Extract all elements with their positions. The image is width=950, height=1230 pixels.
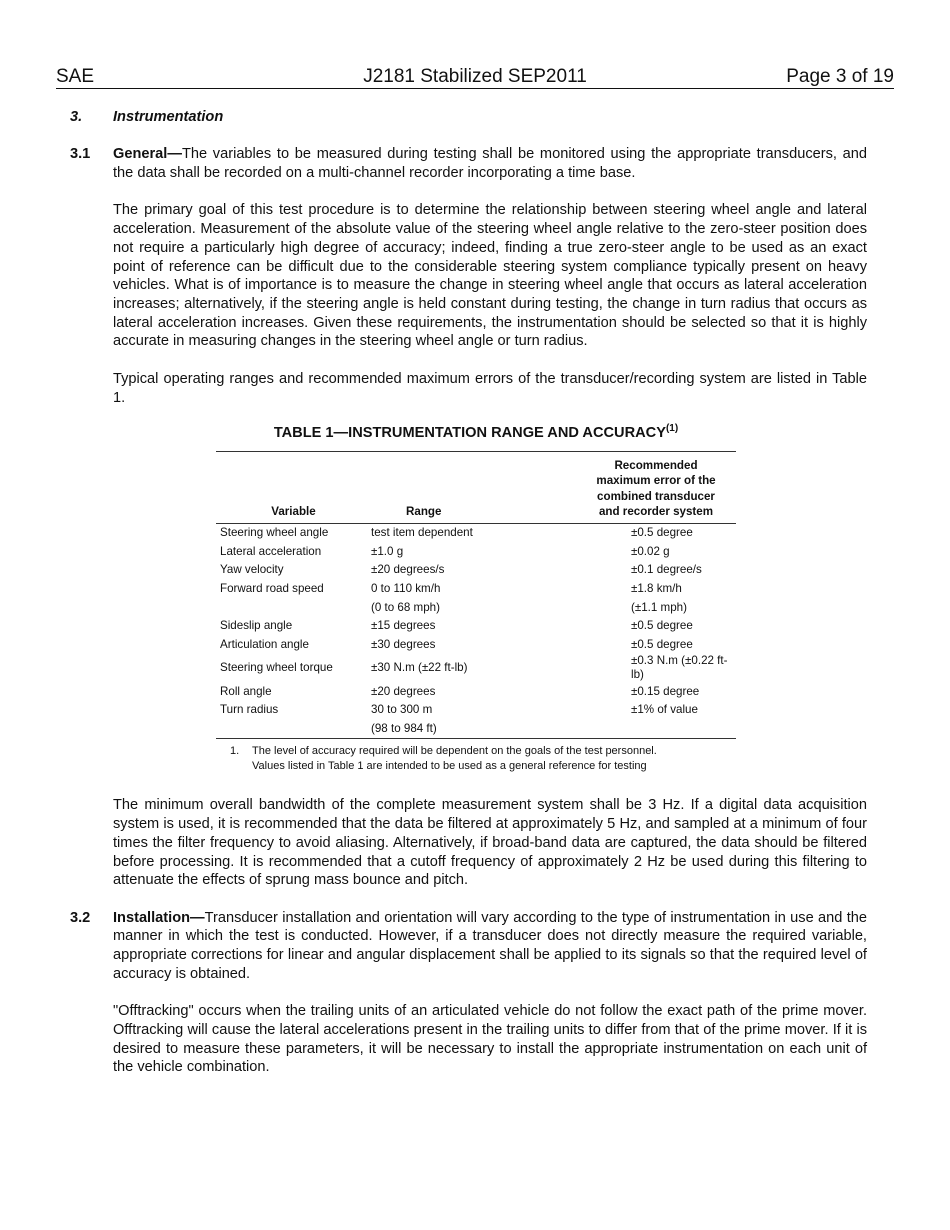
cell-variable: Steering wheel torque bbox=[220, 661, 333, 675]
cell-error: ±1% of value bbox=[631, 703, 698, 717]
table-row bbox=[216, 580, 736, 599]
paragraph-general bbox=[56, 145, 867, 182]
paragraph-operating-ranges: Typical operating ranges and recommended maximum errors of the transducer/recording system are listed in Table 1. bbox=[113, 370, 867, 406]
cell-range: 0 to 110 km/h bbox=[371, 582, 441, 595]
column-header-error: Recommended maximum error of the combined transducer and recorder system bbox=[576, 451, 736, 523]
cell-error: ±1.8 km/h bbox=[631, 582, 682, 595]
cell-range: ±1.0 g bbox=[371, 544, 404, 558]
cell-variable: Articulation angle bbox=[220, 638, 309, 652]
instrumentation-table bbox=[216, 451, 736, 740]
cell-error: ±0.1 degree/s bbox=[631, 563, 702, 577]
cell-variable: Lateral acceleration bbox=[220, 544, 322, 558]
table-row bbox=[216, 523, 736, 542]
cell-error: ±0.3 N.m (±0.22 ft-lb) bbox=[631, 654, 728, 682]
paragraph-bandwidth: The minimum overall bandwidth of the complete measurement system shall be 3 Hz. If a digital data acquisition system is used, it is recommended that the data be filtered at approximately 5 Hz, and sampled at a minimum of four times the filter frequency to avoid aliasing. Alternatively, if broad-band data are captured, the data should be filtered before processing. It is recommended that a cutoff frequency of approximately 2 Hz be used during this filtering to attenuate the effects of sprung mass bounce and pitch. bbox=[113, 797, 867, 889]
column-header-variable: Variable bbox=[216, 451, 371, 523]
cell-range: (98 to 984 ft) bbox=[371, 720, 576, 739]
table-row bbox=[216, 617, 736, 636]
page-body bbox=[56, 108, 867, 1096]
cell-variable: Forward road speed bbox=[220, 582, 324, 595]
table-row bbox=[216, 654, 736, 682]
section-title: Instrumentation bbox=[113, 109, 224, 125]
subsection-heading-general: General— bbox=[113, 146, 182, 163]
footnote-number: 1. bbox=[230, 745, 240, 758]
section-number: 3. bbox=[70, 109, 83, 125]
paragraph-text: The variables to be measured during testing shall be monitored using the appropriate transducers, and the data shall be recorded on a multi-channel recorder incorporating a time base. bbox=[113, 146, 867, 182]
table-header-row bbox=[216, 451, 736, 523]
header-org: SAE bbox=[56, 66, 95, 87]
table-title-text: TABLE 1—INSTRUMENTATION RANGE AND ACCURACY bbox=[273, 424, 666, 441]
paragraph-primary-goal: The primary goal of this test procedure is to determine the relationship between steering wheel angle and lateral acceleration. Measurement of the absolute value of the steering wheel angle relative to the zero-steer position does not require a particularly high degree of accuracy; indeed, finding a true zero-steer angle to be used as an exact point of reference can be difficult due to the considerable steering system compliance typically present on heavy vehicles. What is of importance is to measure the change in steering wheel angle that occurs as lateral acceleration increases; alternatively, if the steering angle is held constant during testing, the change in turn radius that occurs as lateral acceleration increases. Given these requirements, the instrumentation should be selected so that it is highly accurate in measuring changes in the steering wheel angle or turn radius. bbox=[113, 202, 867, 350]
header-doc-id: J2181 Stabilized SEP2011 bbox=[363, 66, 587, 87]
paragraph-installation bbox=[56, 909, 867, 984]
cell-error: ±0.5 degree bbox=[631, 525, 693, 539]
paragraph-offtracking: "Offtracking" occurs when the trailing units of an articulated vehicle do not follow the exact path of the prime mover. Offtracking will cause the lateral accelerations present in the trailing units to differ from that of the prime mover. If it is desired to measure these parameters, it will be necessary to install the appropriate instrumentation on each unit of the vehicle combination. bbox=[113, 1003, 867, 1076]
cell-range: ±15 degrees bbox=[371, 619, 436, 633]
cell-variable bbox=[216, 598, 371, 617]
cell-variable: Turn radius bbox=[220, 703, 279, 717]
page-header bbox=[56, 66, 894, 89]
table-title bbox=[216, 424, 736, 443]
footnote-line: The level of accuracy required will be dependent on the goals of the test personnel. bbox=[252, 745, 657, 758]
section-heading bbox=[56, 108, 867, 127]
table-row bbox=[216, 682, 736, 701]
table-row bbox=[216, 542, 736, 561]
cell-range: ±30 degrees bbox=[371, 638, 436, 652]
cell-range: ±20 degrees/s bbox=[371, 563, 445, 577]
table-title-footnote-ref: (1) bbox=[665, 423, 679, 435]
cell-variable bbox=[216, 720, 371, 739]
cell-range: 30 to 300 m bbox=[371, 703, 433, 717]
cell-variable: Sideslip angle bbox=[220, 619, 293, 633]
table-row bbox=[216, 561, 736, 580]
cell-error: ±0.15 degree bbox=[631, 684, 700, 698]
cell-error: ±0.5 degree bbox=[631, 619, 693, 633]
footnote-line: Values listed in Table 1 are intended to be used as a general reference for testing bbox=[252, 760, 647, 773]
subsection-number-3-2: 3.2 bbox=[70, 909, 91, 926]
subsection-number-3-1: 3.1 bbox=[70, 146, 91, 163]
cell-range: ±30 N.m (±22 ft-lb) bbox=[371, 661, 468, 675]
table-row bbox=[216, 598, 736, 617]
cell-variable: Steering wheel angle bbox=[220, 525, 329, 539]
table-row bbox=[216, 701, 736, 720]
cell-range: test item dependent bbox=[371, 525, 473, 539]
column-header-range: Range bbox=[371, 451, 576, 523]
cell-range: ±20 degrees bbox=[371, 684, 436, 698]
cell-error: ±0.5 degree bbox=[631, 638, 693, 652]
subsection-heading-installation: Installation— bbox=[113, 909, 205, 926]
table-row bbox=[216, 720, 736, 739]
cell-error: ±0.02 g bbox=[631, 544, 670, 558]
cell-error bbox=[576, 720, 736, 739]
header-page-number: Page 3 of 19 bbox=[786, 66, 894, 87]
table-row bbox=[216, 636, 736, 655]
table-footnote bbox=[230, 744, 736, 774]
cell-error: (±1.1 mph) bbox=[631, 600, 687, 614]
cell-variable: Yaw velocity bbox=[220, 563, 284, 577]
cell-range: (0 to 68 mph) bbox=[371, 600, 440, 614]
cell-variable: Roll angle bbox=[220, 684, 272, 698]
paragraph-text: Transducer installation and orientation will vary according to the type of instrumentation in use and the manner in which the test is conducted. However, if a transducer does not directly measure the required variable, appropriate corrections for linear and angular displacement shall be applied to its signals so that the required level of accuracy is obtained. bbox=[113, 909, 867, 982]
table-block bbox=[216, 424, 736, 775]
